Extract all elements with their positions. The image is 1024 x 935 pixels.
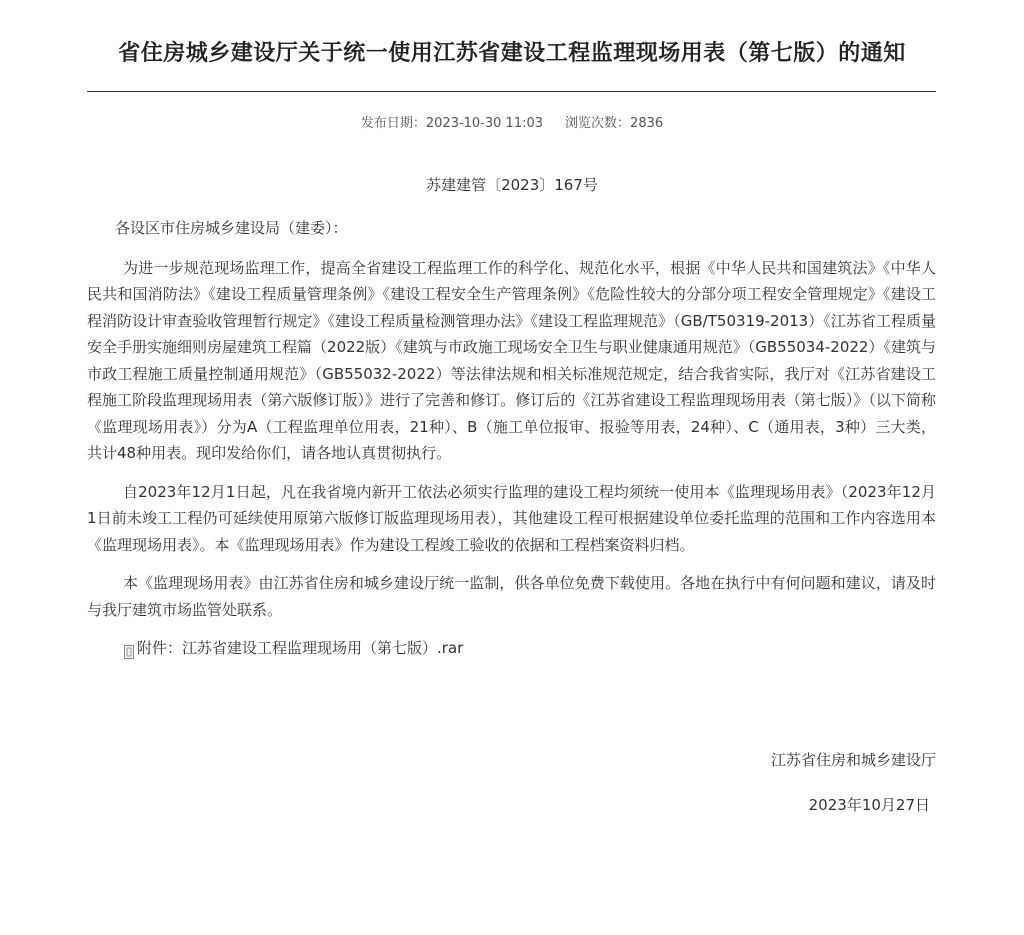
paragraph-2: 自2023年12月1日起，凡在我省境内新开工依法必须实行监理的建设工程均须统一使用本《监理现场用表》（2023年12月1日前未竣工工程仍可延续使用原第六版修订版监理现场用表），其他建设工程可根据建设单位委托监理的范围和工作内容选用本《监理现场用表》。本《监理现场用表》作为建设工程竣工验收的依据和工程档案资料归档。 — [87, 482, 936, 554]
publish-date: 2023-10-30 11:03 — [425, 116, 544, 131]
publish-date-label: 发布日期： — [360, 116, 426, 131]
attachment-link[interactable]: 江苏省建设工程监理现场用（第七版）.rar — [182, 639, 464, 657]
title-divider — [87, 91, 936, 92]
article-body — [87, 215, 936, 662]
attachment — [124, 635, 936, 662]
page-title: 省住房城乡建设厅关于统一使用江苏省建设工程监理现场用表（第七版）的通知 — [118, 41, 906, 66]
salutation: 各设区市住房城乡建设局（建委）： — [115, 219, 348, 237]
paragraph-3: 本《监理现场用表》由江苏省住房和城乡建设厅统一监制，供各单位免费下载使用。各地在执行中有何问题和建议，请及时与我厅建筑市场监管处联系。 — [87, 574, 936, 619]
issuer-signature: 江苏省住房和城乡建设厅 — [770, 751, 936, 769]
document-number: 苏建建管〔2023〕167号 — [426, 176, 598, 194]
paragraph-1: 为进一步规范现场监理工作，提高全省建设工程监理工作的科学化、规范化水平，根据《中华人民共和国建筑法》《中华人民共和国消防法》《建设工程质量管理条例》《建设工程安全生产管理条例》《危险性较大的分部分项工程安全管理规定》《建设工程消防设计审查验收管理暂行规定》《建设工程质量检测管理办法》《建设工程监理规范》（GB/T50319-2013）《江苏省工程质量安全手册实施细则房屋建筑工程篇（2022版）《建筑与市政施工现场安全卫生与职业健康通用规范》（GB55034-2022）《建筑与市政工程施工质量控制通用规范》（GB55032-2022）等法律法规和相关标准规范规定，结合我省实际，我厅对《江苏省建设工程施工阶段监理现场用表（第六版修订版）》进行了完善和修订。修订后的《江苏省建设工程监理现场用表（第七版）》（以下简称《监理现场用表》）分为A（工程监理单位用表，21种）、B（施工单位报审、报验等用表，24种）、C（通用表，3种）三大类，共计48种用表。现印发给你们，请各地认真贯彻执行。 — [87, 258, 936, 462]
article-meta — [0, 112, 1024, 131]
issue-date: 2023年10月27日 — [808, 796, 930, 814]
file-icon — [124, 641, 134, 655]
attachment-label: 附件： — [137, 639, 183, 657]
views-label: 浏览次数： — [565, 116, 631, 131]
views-count: 2836 — [630, 116, 664, 131]
